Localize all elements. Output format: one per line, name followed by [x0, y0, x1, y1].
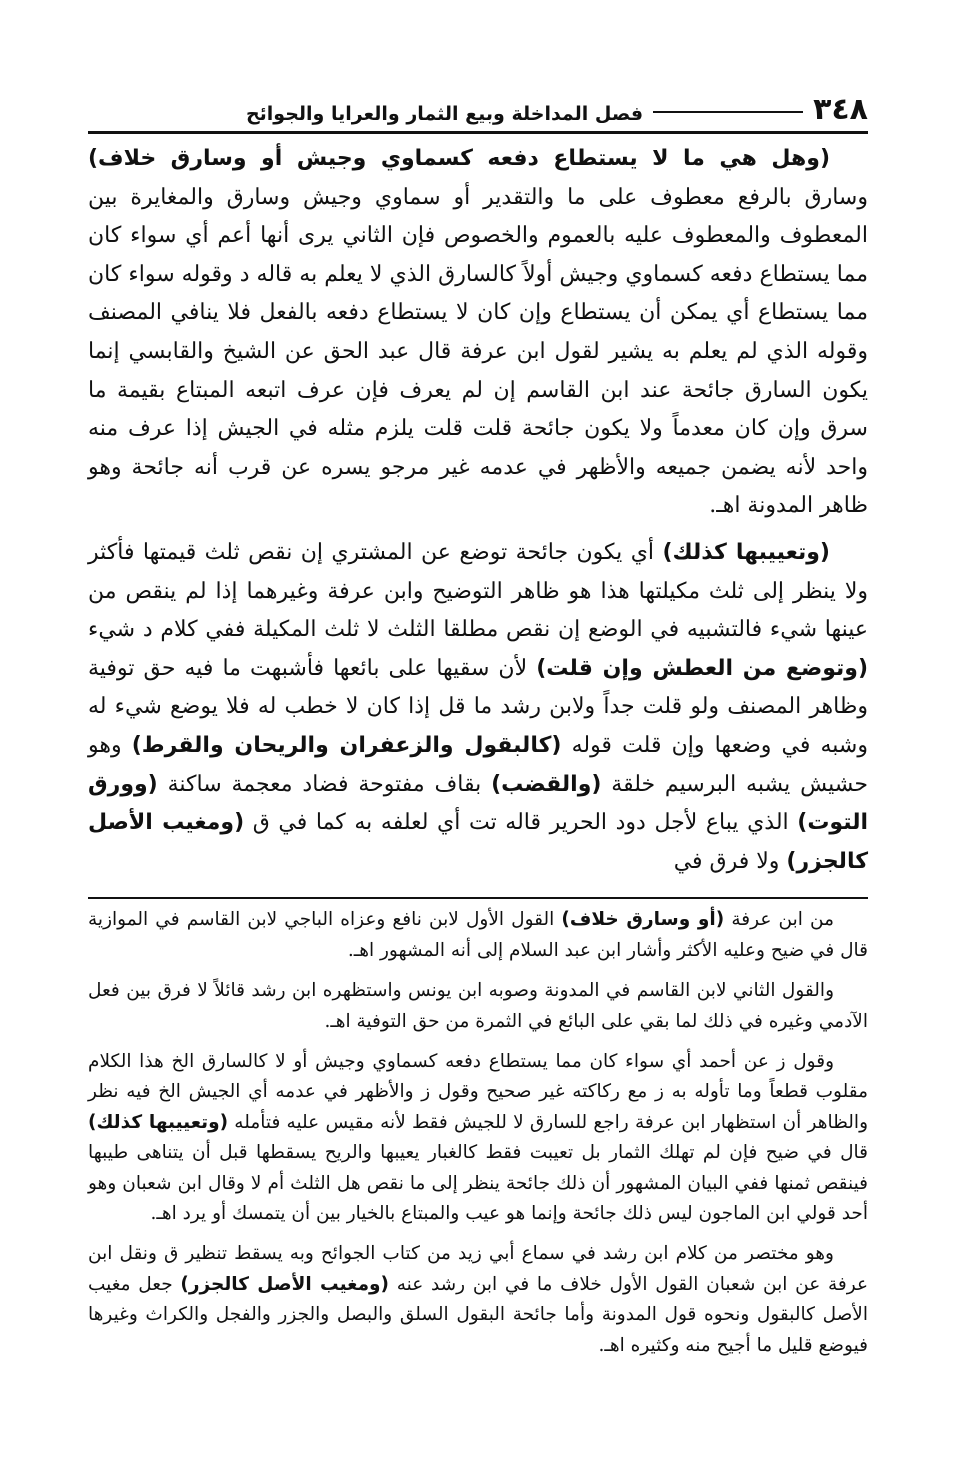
book-page [88, 88, 868, 1408]
header-dash [653, 111, 803, 113]
footnote-paragraph [88, 1047, 868, 1229]
commentary-text: ولا فرق في [673, 848, 787, 874]
quoted-matn: (وهل هي ما لا يستطاع دفعه كسماوي وجيش أو وسارق خلاف) [88, 146, 830, 171]
quoted-matn: (والقضب) [491, 771, 602, 797]
footnote-text: القول الأول لابن نافع وعزاه الباجي لابن القاسم في الموازية قال في ضيح وعليه الأكثر وأشار ابن عبد السلام إلى أنه المشهور اهـ. [88, 909, 868, 961]
commentary-text: وهو حشيش يشبه البرسيم خلقة [88, 732, 868, 797]
footnote-paragraph [88, 905, 868, 966]
footnote-separator [88, 897, 868, 899]
footnotes [88, 905, 868, 1361]
commentary-text: لأن سقيها على بائعها فأشبهت ما فيه حق توفية وظاهر المصنف ولو قلت جداً ولابن رشد ما قل إذا كان لا خطب له فلا يوضع شيء له وشبه في وضعها وإن قلت قوله [88, 655, 868, 758]
quoted-matn: (وتعييبها كذلك) [662, 539, 830, 565]
quoted-matn: (كالبقول والزعفران والريحان والقرط) [131, 732, 562, 758]
quoted-matn: (وتوضع من العطش وإن قلت) [536, 655, 868, 681]
quoted-matn: (ومغيب الأصل كالجزر) [180, 1273, 390, 1295]
commentary-text: أي يكون جائحة توضع عن المشتري إن نقص ثلث قيمتها فأكثر ولا ينظر إلى ثلث مكيلتها هذا هو ظاهر التوضيح وابن عرفة وغيرهما إذا لم ينقص من عينها شيء فالتشبيه في الوضع إن نقص مطلقا الثلث لا ثلث المكيلة ففي كلام د شيء [88, 539, 868, 643]
footnote-paragraph [88, 976, 868, 1037]
main-text [88, 140, 868, 881]
running-title: فصل المداخلة وبيع الثمار والعرايا والجوائح [245, 103, 644, 125]
footnote-text: قال في ضيح فإن لم تهلك الثمار بل تعيبت فقط كالغبار يعيبها والريح يسقطها قبل أن يتناهى طيبها فينقص ثمنها ففي البيان المشهور أن ذلك جائحة ينظر إلى ما نقص هل الثلث أم لا وقال ابن شعبان وهو أحد قولي ابن الماجون ليس ذلك جائحة وإنما هو عيب والمبتاع بالخيار بين أن يتمسك أو يرد اهـ. [88, 1142, 868, 1224]
quoted-matn: (ومغيب الأصل كالجزر) [88, 810, 868, 874]
footnote-text: من ابن عرفة [724, 909, 834, 931]
page-header [88, 88, 868, 134]
footnote-text: جعل مغيب الأصل كالبقول ونحوه قول المدونة وأما جائحة البقول السلق والبصل والجزر والفجل والكراث وغيرها فيوضع قليل ما أجيح منه وكثيره اهـ. [88, 1273, 868, 1356]
quoted-matn: (أو وسارق خلاف) [561, 909, 725, 931]
footnote-text: وقول ز عن أحمد أي سواء كان مما يستطاع دفعه كسماوي وجيش أو لا كالسارق الخ هذا الكلام مقلوب قطعاً وما تأوله به ز مع ركاكته غير صحيح وقول ز والأظهر في عدمه أي الجيش الخ فيه نظر والظاهر أن استظهار ابن عرفة راجع للسارق لا للجيش فقط لأنه مقيس عليه فتأمله [88, 1050, 869, 1133]
main-paragraph [88, 534, 868, 881]
footnote-text: وهو مختصر من كلام ابن رشد في سماع أبي زيد من كتاب الجوائح وبه يسقط تنظير ق ونقل ابن عرفة عن ابن شعبان القول الأول خلاف ما في ابن رشد عنه [88, 1243, 868, 1295]
quoted-matn: (وتعييبها كذلك) [88, 1111, 229, 1133]
commentary-text: بقاف مفتوحة فضاد معجمة ساكنة [157, 771, 492, 797]
page-number: ٣٤٨ [813, 92, 868, 127]
commentary-text: الذي يباع لأجل دود الحرير قاله تت أي لعلفه به كما في ق [244, 810, 798, 836]
commentary-text: وسارق بالرفع معطوف على ما والتقدير أو سماوي وجيش وسارق والمغايرة بين المعطوف والمعطوف عليه بالعموم والخصوص فإن الثاني يرى أنها أعم أي سواء كان مما يستطاع دفعه كسماوي وجيش أولاً كالسارق الذي لا يعلم به قاله د وقوله سواء كان مما يستطاع أي يمكن أن يستطاع وإن كان لا يستطاع دفعه بالفعل فلا ينافي المصنف وقوله الذي لم يعلم به يشير لقول ابن عرفة قال عبد الحق عن الشيخ والقابسي إنما يكون السارق جائحة عند ابن القاسم إن لم يعرف فإن عرف اتبعه المبتاع بقيمة ما سرق وإن كان معدماً ولا يكون جائحة قلت قلت يلزم مثله في الجيش إذا عرف منه واحد لأنه يضمن جميعه والأظهر في عدمه غير مرجو يسره عن قرب أنه جائحة وهو ظاهر المدونة اهـ. [88, 184, 868, 519]
footnote-paragraph [88, 1239, 868, 1361]
main-paragraph [88, 140, 868, 526]
quoted-matn: (وورق التوت) [88, 771, 869, 836]
footnote-text: والقول الثاني لابن القاسم في المدونة وصوبه ابن يونس واستظهره ابن رشد قائلاً لا فرق بين فعل الآدمي وغيره في ذلك لما بقي على البائع في الثمرة من حق التوفية اهـ. [88, 980, 868, 1032]
